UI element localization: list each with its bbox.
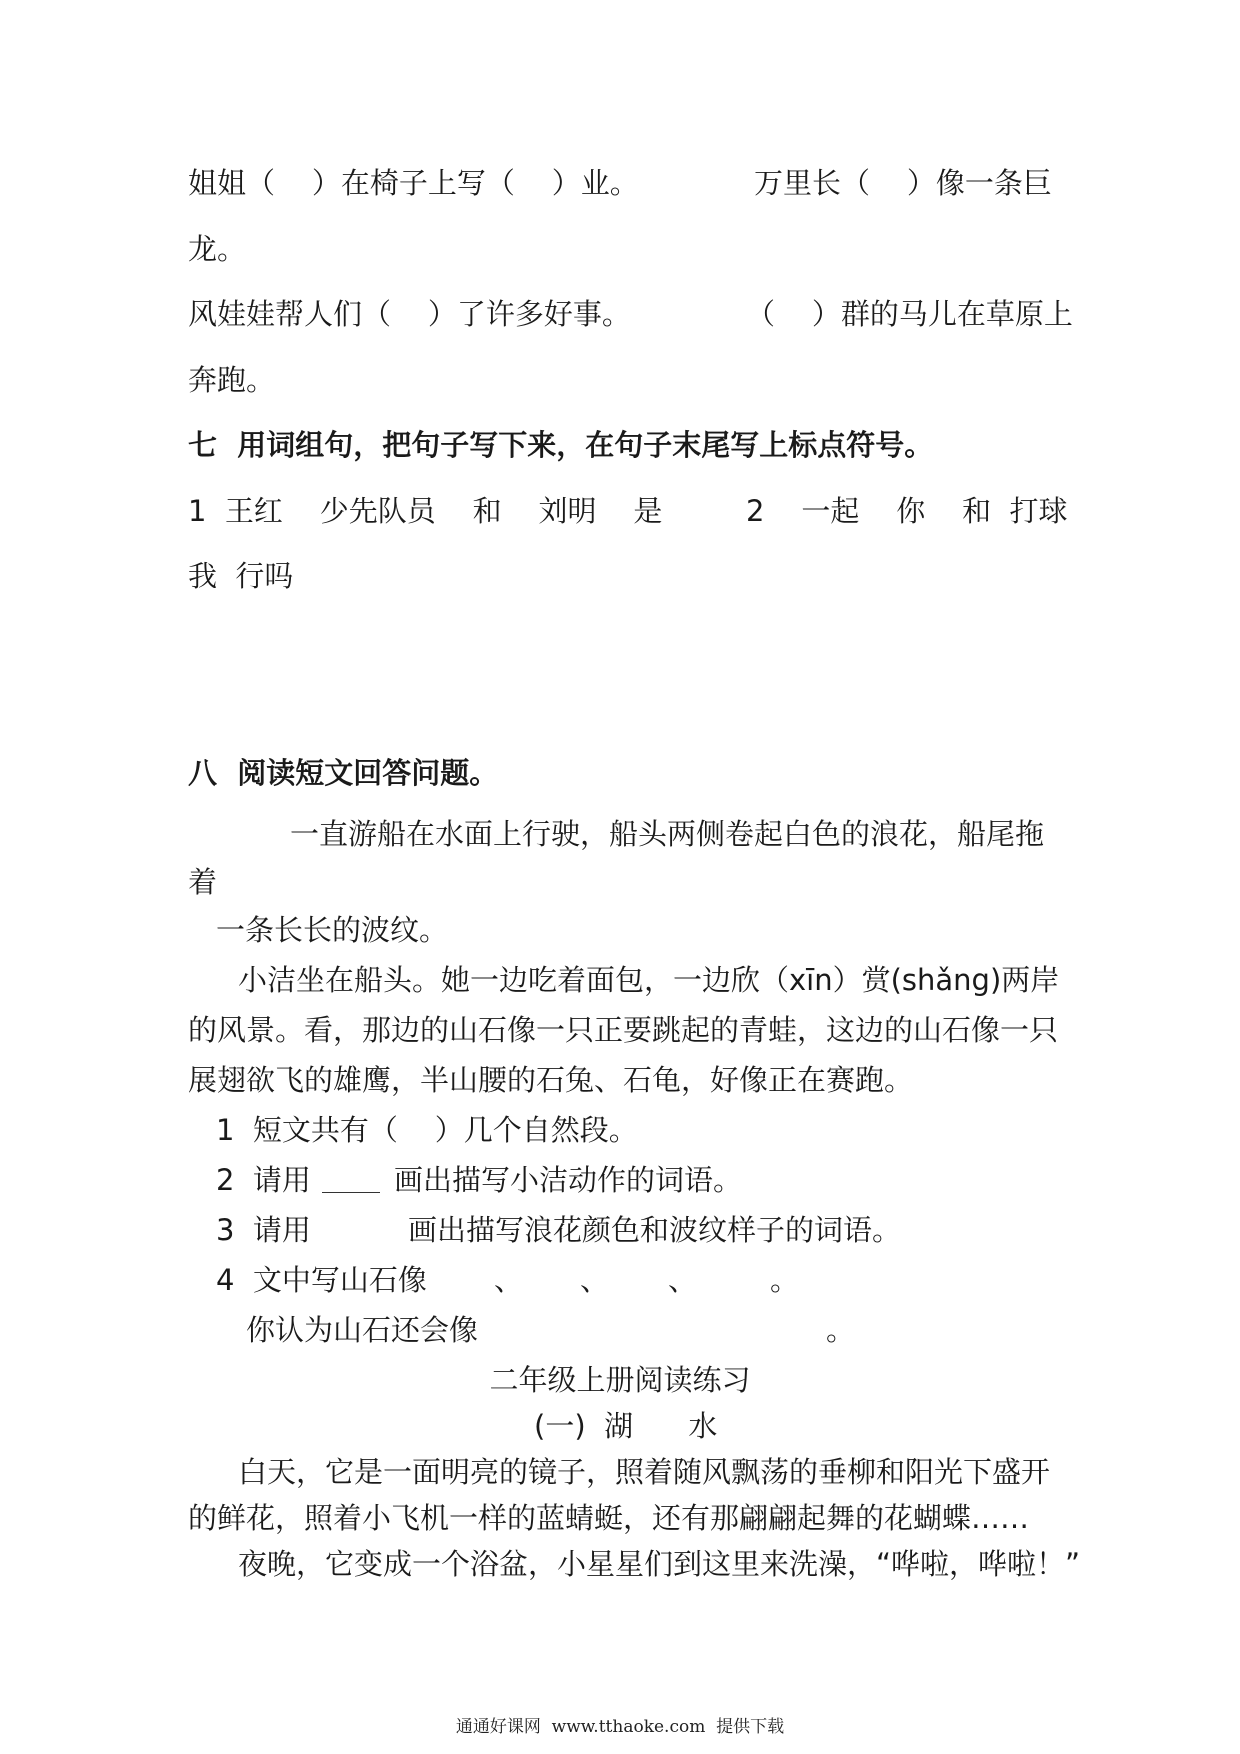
section-8-heading: 八 阅读短文回答问题。 xyxy=(188,756,499,790)
question-3-label: 3 请用 xyxy=(216,1213,311,1247)
question-2-label: 2 请用 xyxy=(216,1163,311,1197)
fill-blank-line-1c: 龙。 xyxy=(188,232,247,266)
fill-blank-line-2b: （ ）群的马儿在草原上 xyxy=(746,297,1073,331)
fill-blank-line-2c: 奔跑。 xyxy=(188,363,276,397)
reading-subtitle: (一) 湖 水 xyxy=(534,1409,718,1443)
fill-blank-line-1a: 姐姐（ ）在椅子上写（ ）业。 xyxy=(188,166,639,200)
sentence-item-2: 2 一起 你 和 打球 xyxy=(746,494,1068,528)
sentence-item-2-cont: 我 行吗 xyxy=(188,559,294,593)
question-4-end: 。 xyxy=(770,1263,800,1297)
question-4-followup: 你认为山石还会像 xyxy=(246,1313,479,1347)
reading-paragraph-line-3: 夜晚，它变成一个浴盆，小星星们到这里来洗澡，“哗啦，哗啦！” xyxy=(238,1547,1081,1581)
question-3-text: 画出描写浪花颜色和波纹样子的词语。 xyxy=(408,1213,902,1247)
passage-line-2: 着 xyxy=(188,865,218,899)
fill-blank-line-1b: 万里长（ ）像一条巨 xyxy=(754,166,1052,200)
question-4-followup-end: 。 xyxy=(826,1313,856,1347)
page-footer: 通通好课网 www.tthaoke.com 提供下载 xyxy=(455,1717,785,1737)
question-1: 1 短文共有（ ）几个自然段。 xyxy=(216,1113,638,1147)
passage-line-4: 小洁坐在船头。她一边吃着面包，一边欣（xīn）赏(shǎng)两岸 xyxy=(238,963,1060,997)
reading-paragraph-line-2: 的鲜花，照着小飞机一样的蓝蜻蜓，还有那翩翩起舞的花蝴蝶…… xyxy=(188,1501,1030,1535)
passage-line-5: 的风景。看，那边的山石像一只正要跳起的青蛙，这边的山石像一只 xyxy=(188,1013,1059,1047)
reading-title: 二年级上册阅读练习 xyxy=(489,1363,751,1397)
question-4-label: 4 文中写山石像 xyxy=(216,1263,427,1297)
passage-line-1: 一直游船在水面上行驶，船头两侧卷起白色的浪花，船尾拖 xyxy=(290,817,1045,851)
section-7-heading: 七 用词组句，把句子写下来，在句子末尾写上标点符号。 xyxy=(188,428,934,462)
passage-line-6: 展翅欲飞的雄鹰，半山腰的石兔、石龟，好像正在赛跑。 xyxy=(188,1063,914,1097)
reading-paragraph-line-1: 白天，它是一面明亮的镜子，照着随风飘荡的垂柳和阳光下盛开 xyxy=(238,1455,1051,1489)
fill-blank-line-2a: 风娃娃帮人们（ ）了许多好事。 xyxy=(188,297,631,331)
question-2-text: 画出描写小洁动作的词语。 xyxy=(394,1163,743,1197)
sentence-item-1: 1 王红 少先队员 和 刘明 是 xyxy=(188,494,663,528)
underline-blank xyxy=(322,1192,380,1193)
question-4-sep-1: 、 xyxy=(494,1263,524,1297)
passage-line-3: 一条长长的波纹。 xyxy=(216,913,449,947)
question-4-sep-3: 、 xyxy=(668,1263,698,1297)
question-4-sep-2: 、 xyxy=(580,1263,610,1297)
